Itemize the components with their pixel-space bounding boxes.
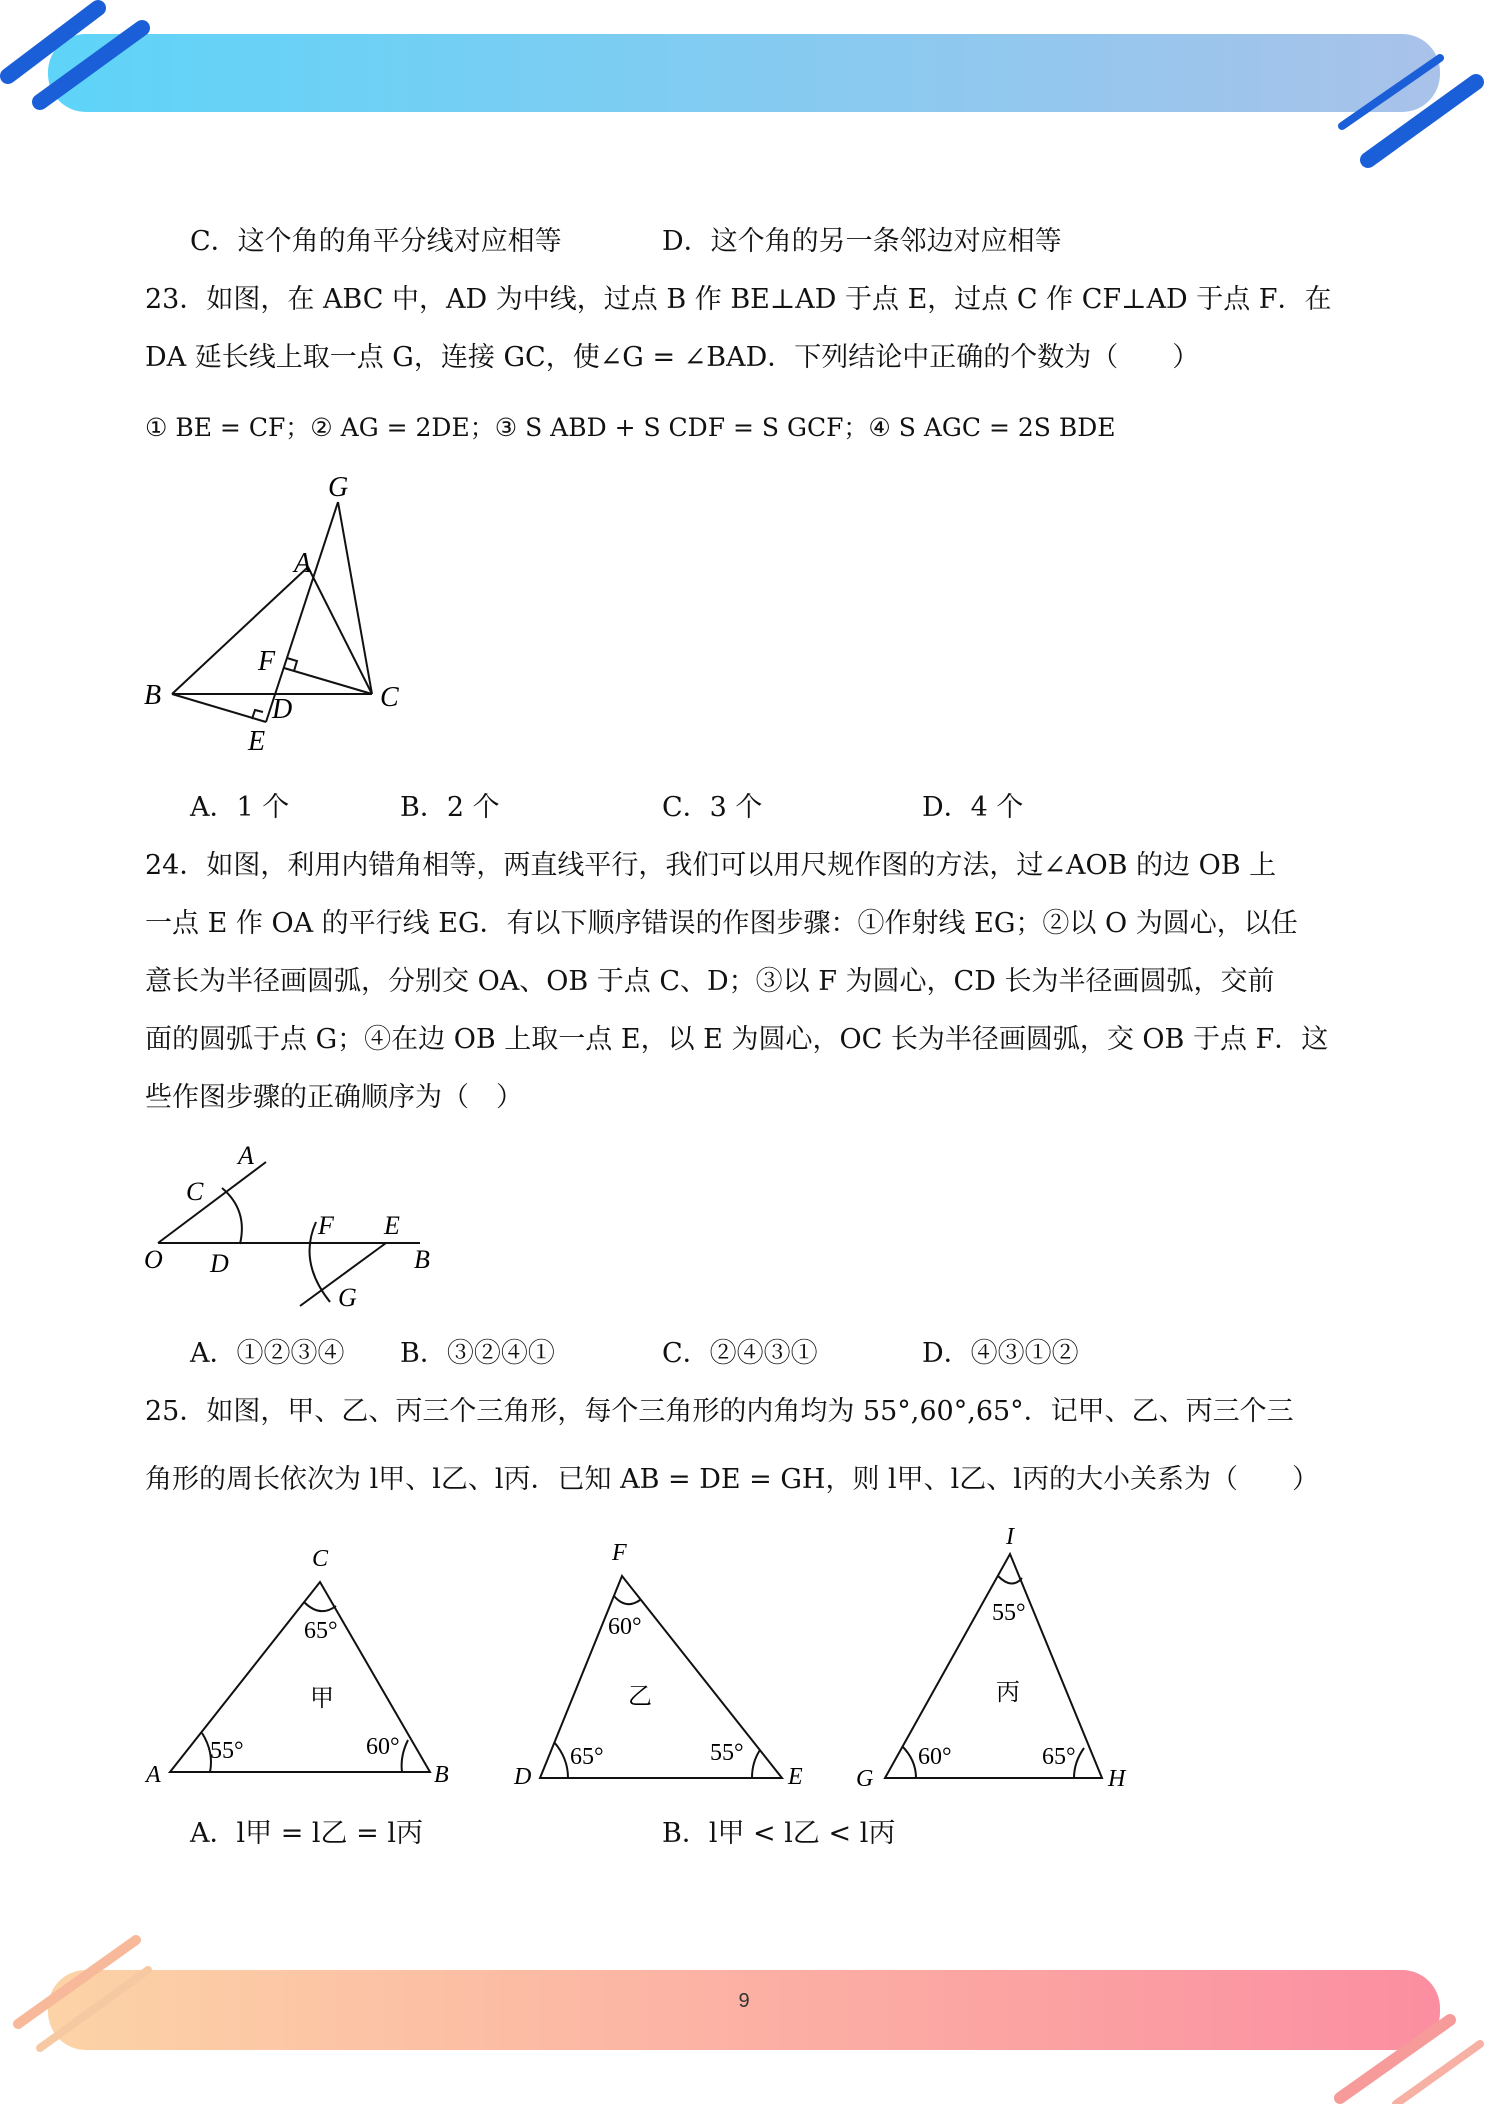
tri3-vertex-left: G [856,1766,874,1792]
label-D: D [272,694,293,725]
ray-OA [158,1162,266,1243]
tri1-angle-right: 60° [366,1734,400,1760]
tri3-vertex-right: H [1108,1766,1126,1792]
tri3-angle-right: 65° [1042,1744,1076,1770]
page-number: 9 [738,1990,750,2012]
q24-option-b: B．③②④① [400,1338,555,1369]
tri1-vertex-left: A [146,1762,161,1788]
q24-option-d: D．④③①② [922,1338,1079,1369]
label-D: D [210,1249,229,1278]
label-G: G [328,472,349,503]
q25-figure [140,1520,1160,1800]
tri2-vertex-right: E [788,1764,803,1790]
tri3-angle-left: 60° [918,1744,952,1770]
label-A: A [294,548,312,579]
q24-text-line4: 面的圆弧于点 G；④在边 OB 上取一点 E，以 E 为圆心，OC 长为半径画圆弧，交 OB 于点 F．这 [145,1024,1329,1055]
q24-figure [130,1138,460,1318]
q23-option-a: A．1 个 [190,792,290,823]
q23-text-line2: DA 延长线上取一点 G，连接 GC，使∠G = ∠BAD．下列结论中正确的个数为（ ） [145,342,1200,373]
segment-AC [308,567,372,694]
tri3-vertex-top: I [1006,1524,1014,1550]
q23-option-d: D．4 个 [922,792,1024,823]
angle-arc-yi-top [614,1596,640,1604]
segment-GE [266,502,338,722]
q22-option-d: D．这个角的另一条邻边对应相等 [662,226,1062,257]
q24-option-c: C．②④③① [662,1338,818,1369]
angle-arc-jia-top [304,1602,336,1611]
label-F: F [258,646,276,677]
label-B: B [414,1245,430,1274]
q25-option-b: B．l甲 < l乙 < l丙 [662,1818,896,1849]
angle-arc-bing-left [902,1746,916,1778]
q25-text-line1: 25．如图，甲、乙、丙三个三角形，每个三角形的内角均为 55°,60°,65°．记甲、乙、丙三个三 [145,1396,1294,1427]
segment-GC [338,502,372,694]
angle-arc-bing-top [998,1576,1022,1584]
label-C: C [186,1177,204,1206]
q23-statements: ① BE = CF；② AG = 2DE；③ S ABD + S CDF = S GCF；④ S AGC = 2S BDE [145,413,1116,442]
tri2-vertex-top: F [612,1540,627,1566]
q23-text-line1: 23．如图，在 ABC 中，AD 为中线，过点 B 作 BE⊥AD 于点 E，过点 C 作 CF⊥AD 于点 F．在 [145,284,1332,315]
tri3-angle-top: 55° [992,1600,1026,1626]
segment-BA [172,567,308,694]
q22-option-c: C．这个角的角平分线对应相等 [190,226,562,257]
label-E: E [248,726,266,757]
angle-arc-yi-left [554,1742,568,1778]
q24-text-line1: 24．如图，利用内错角相等，两直线平行，我们可以用尺规作图的方法，过∠AOB 的边 OB 上 [145,850,1277,881]
label-C: C [380,682,399,713]
q24-text-line2: 一点 E 作 OA 的平行线 EG．有以下顺序错误的作图步骤：①作射线 EG；②以 O 为圆心，以任 [145,908,1298,939]
q23-figure [130,472,450,772]
q25-option-a: A．l甲 = l乙 = l丙 [190,1818,423,1849]
tri1-vertex-right: B [434,1762,449,1788]
arc-CD [222,1188,242,1244]
tri1-vertex-top: C [312,1546,329,1572]
tri2-angle-left: 65° [570,1744,604,1770]
tri3-name: 丙 [996,1680,1020,1706]
label-O: O [144,1245,163,1274]
label-B: B [144,680,162,711]
segment-CF [284,668,372,694]
q24-text-line5: 些作图步骤的正确顺序为（ ） [145,1082,523,1113]
q24-text-line3: 意长为半径画圆弧，分别交 OA、OB 于点 C、D；③以 F 为圆心，CD 长为半径画圆弧，交前 [145,966,1275,997]
tri2-angle-top: 60° [608,1614,642,1640]
q23-option-c: C．3 个 [662,792,763,823]
tri1-angle-left: 55° [210,1738,244,1764]
tri1-angle-top: 65° [304,1618,338,1644]
q25-text-line2: 角形的周长依次为 l甲、l乙、l丙．已知 AB = DE = GH，则 l甲、l乙、l丙的大小关系为（ ） [145,1464,1319,1495]
header-banner [0,0,1488,180]
tri2-vertex-left: D [514,1764,532,1790]
tri1-name: 甲 [310,1686,334,1712]
tri2-name: 乙 [628,1684,652,1710]
q24-option-a: A．①②③④ [190,1338,345,1369]
angle-arc-jia-right [402,1740,408,1772]
tri2-angle-right: 55° [710,1740,744,1766]
q23-option-b: B．2 个 [400,792,500,823]
label-F: F [318,1211,334,1240]
label-E: E [384,1211,400,1240]
label-A: A [238,1141,254,1170]
angle-arc-yi-right [752,1750,760,1778]
label-G: G [338,1283,357,1312]
